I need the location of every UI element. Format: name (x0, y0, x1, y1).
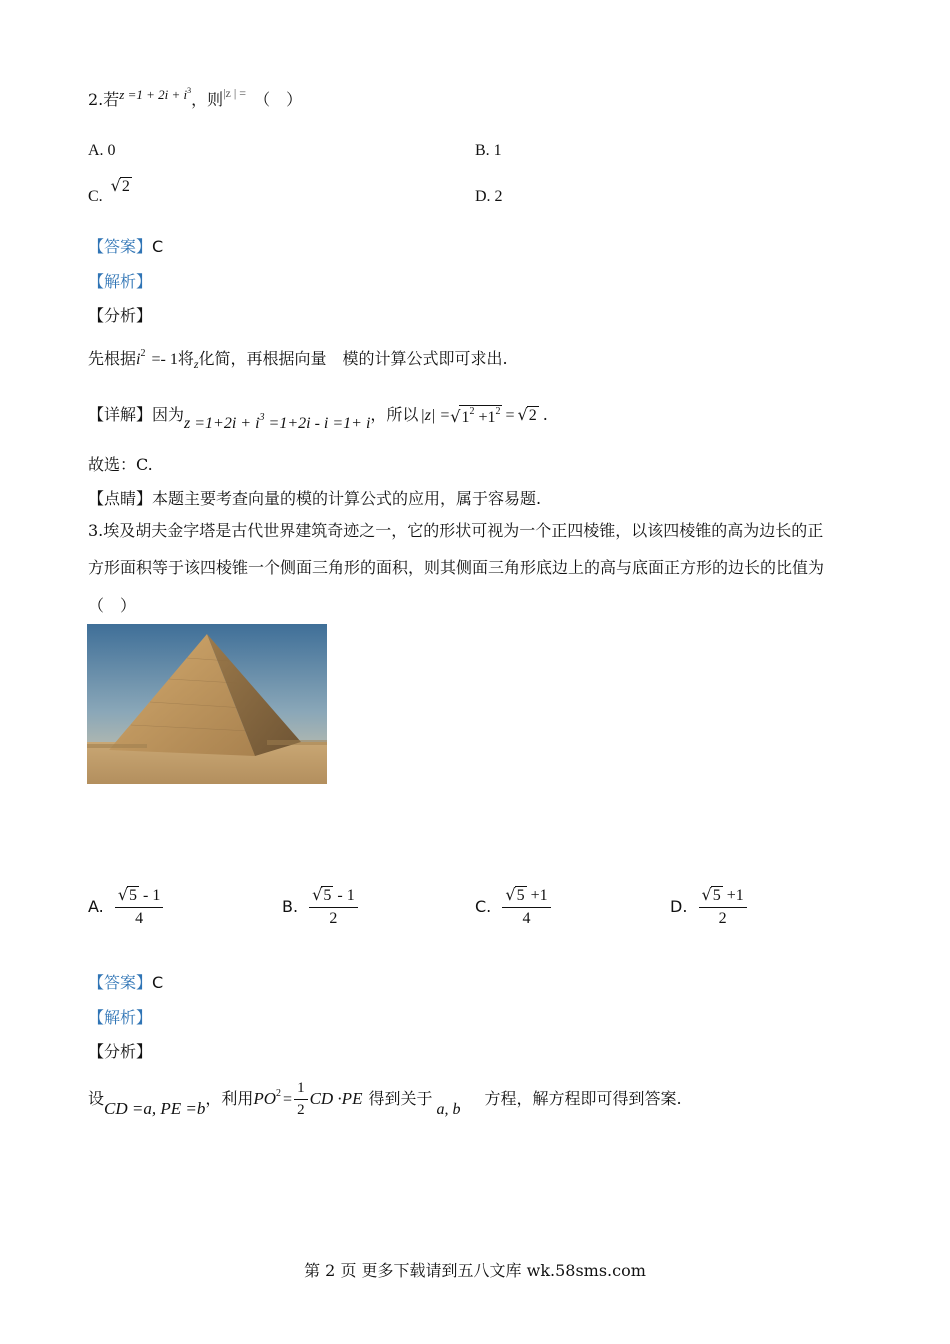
pyramid-photo (87, 624, 327, 784)
q2-option-b: B. 1 (475, 142, 502, 159)
q3-stem-line1: 3.埃及胡夫金字塔是古代世界建筑奇迹之一，它的形状可视为一个正四棱锥，以该四棱锥的高为边长的正 (88, 521, 824, 540)
sqrt-sum: $√1^2 +1^2$ (450, 406, 501, 426)
q2-option-a: A. 0 (88, 142, 116, 159)
frac-a: $\frac{√5 - 1}{4}$ (115, 885, 164, 928)
frac-c: $\frac{√5 +1}{4}$ (502, 885, 550, 928)
q2-answer: 【答案】C (88, 237, 164, 256)
q2-analysis-tag: 【解析】 (88, 272, 153, 291)
q3-option-b: B. $\frac{√5 - 1}{2}$ (282, 885, 358, 928)
q2-detail: 【详解】因为$z =1+2i + i^3 =1+2i - i =1+ i$，所以 $|z| =√1^2 +1^2 = √2$ . (88, 405, 548, 432)
q2-option-d: D. 2 (475, 188, 503, 205)
frac-half: $\frac{1}{2}$ (294, 1080, 308, 1119)
q3-analysis-tag: 【解析】 (88, 1008, 153, 1027)
q2-z-formula: z =1 + 2i + i3 (119, 86, 192, 102)
q2-paren: （ ） (254, 90, 303, 109)
q3-paren: （ ） (88, 596, 137, 615)
frac-d: $\frac{√5 +1}{2}$ (699, 885, 747, 928)
q2-choose: 故选：C. (88, 455, 153, 474)
q3-answer: 【答案】C (88, 973, 164, 992)
q2-fenxi-text: 先根据$i^2 =- 1$将$_z$化简，再根据向量 模的计算公式即可求出. (88, 348, 508, 371)
q2-stem (88, 86, 302, 110)
q3-option-d: D. $\frac{√5 +1}{2}$ (670, 885, 747, 928)
q3-stem-line2: 方形面积等于该四棱锥一个侧面三角形的面积，则其侧面三角形底边上的高与底面正方形的边长的比值为 (88, 558, 825, 577)
q2-option-c: C. √2 (88, 176, 130, 205)
q2-fenxi-tag: 【分析】 (88, 306, 153, 325)
page-footer: 第 2 页 更多下载请到五八文库 wk.58sms.com (304, 1261, 646, 1280)
q3-option-c: C. $\frac{√5 +1}{4}$ (475, 885, 551, 928)
q2-comment: 【点睛】本题主要考查向量的模的计算公式的应用，属于容易题. (88, 489, 542, 508)
frac-b: $\frac{√5 - 1}{2}$ (309, 885, 358, 928)
q3-fenxi-tag: 【分析】 (88, 1042, 153, 1061)
q2-then: ，则 (191, 90, 224, 109)
q3-fenxi-text: 设CD =a, PE =b，利用$PO^2$ = $\frac{1}{2}$ CD ·PE 得到关于a, b方程，解方程即可得到答案. (88, 1080, 682, 1118)
q2-prefix: 2.若 (88, 90, 120, 109)
sqrt-2-result: √2 (517, 405, 537, 424)
q2-abs-z: |z | = (223, 86, 247, 100)
sqrt-2: √2 (110, 176, 130, 195)
pyramid-image (87, 624, 327, 784)
q3-option-a: A. $\frac{√5 - 1}{4}$ (88, 885, 163, 928)
